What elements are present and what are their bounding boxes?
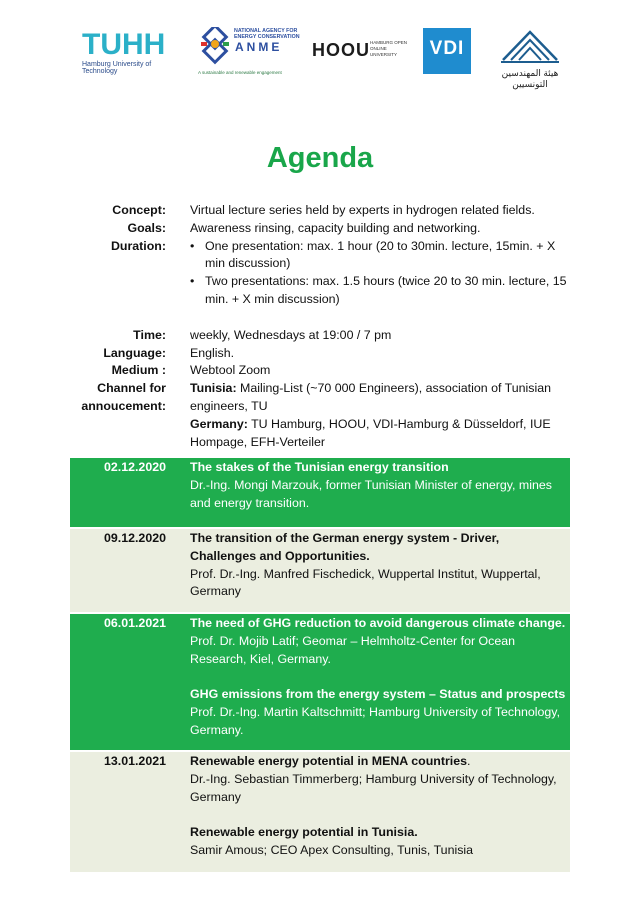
oit-logo-caption: هيئة المهندسين التونسيين [501, 68, 559, 89]
duration-item: • Two presentations: max. 1.5 hours (twice 20 to 30 min. lecture, 15 min. + X min discussion) [190, 273, 570, 309]
hoou-logo-word: HOOU [312, 40, 370, 60]
tunisia-label: Tunisia: [190, 381, 237, 396]
talk-title: The need of GHG reduction to avoid dangerous climate change. [190, 616, 566, 630]
session-row [70, 614, 570, 750]
talk-speaker: Samir Amous; CEO Apex Consulting, Tunis, Tunisia [190, 843, 474, 858]
time-value: weekly, Wednesdays at 19:00 / 7 pm [190, 327, 392, 342]
session-date: 02.12.2020 [103, 460, 166, 474]
time-row [70, 327, 570, 345]
channel-germany [190, 416, 570, 452]
duration-list [190, 238, 570, 309]
goals-value: Awareness rinsing, capacity building and networking. [190, 220, 481, 235]
hoou-logo [312, 38, 412, 68]
anme-logo-agency-name: NATIONAL AGENCY FOR ENERGY CONSERVATION [234, 28, 300, 40]
session-date: 06.01.2021 [103, 616, 166, 630]
session-body [166, 529, 570, 612]
language-label: Language: [103, 345, 166, 360]
session-body [166, 752, 570, 872]
anme-logo [198, 24, 298, 80]
talk [190, 824, 566, 860]
tunisia-value: Mailing-List (~70 000 Engineers), association of Tunisian engineers, TU [190, 381, 552, 413]
tuhh-logo [82, 30, 184, 75]
duration-item: • One presentation: max. 1 hour (20 to 30min. lecture, 15min. + X min discussion) [190, 238, 570, 274]
talk-speaker: Prof. Dr.-Ing. Manfred Fischedick, Wuppertal Institut, Wuppertal, Germany [190, 566, 541, 599]
page-title: Agenda [266, 142, 374, 174]
tuhh-logo-word: TUHH [82, 28, 166, 61]
channel-label: Channel for annoucement: [81, 381, 166, 413]
time-label: Time: [133, 327, 166, 342]
goals-row [70, 220, 570, 238]
talk [190, 753, 566, 806]
channel-value [166, 380, 570, 451]
hoou-logo-subtitle: HAMBURG OPEN ONLINE UNIVERSITY [370, 40, 408, 57]
medium-label: Medium : [111, 363, 166, 378]
talk [190, 686, 566, 739]
medium-row [70, 362, 570, 380]
duration-label: Duration: [110, 238, 166, 253]
vdi-logo-word: VDI [429, 38, 465, 59]
tuhh-logo-subtitle: Hamburg University of Technology [82, 61, 152, 75]
language-row [70, 345, 570, 363]
concept-value: Virtual lecture series held by experts in hydrogen related fields. [190, 203, 535, 217]
session-body [166, 458, 570, 527]
anme-logo-tagline: A sustainable and renewable engagement [198, 70, 282, 75]
duration-value [166, 238, 570, 309]
language-value: English. [190, 345, 235, 360]
talk-title: GHG emissions from the energy system – Status and prospects [190, 687, 566, 702]
concept-label: Concept: [112, 203, 166, 217]
talk-speaker: Prof. Dr. Mojib Latif; Geomar – Helmholtz-Center for Ocean Research, Kiel, Germany. [190, 633, 516, 666]
channel-row [70, 380, 570, 451]
talk-speaker: Prof. Dr.-Ing. Martin Kaltschmitt; Hamburg University of Technology, Germany. [190, 705, 561, 737]
talk-speaker: Dr.-Ing. Mongi Marzouk, former Tunisian Minister of energy, mines and energy transition. [190, 477, 552, 510]
talk-title: The transition of the German energy system - Driver, Challenges and Opportunities. [190, 531, 500, 563]
anme-logo-word: ANME [235, 40, 283, 54]
talk-title-suffix: . [467, 754, 471, 768]
logo-strip [0, 22, 640, 89]
vdi-logo [423, 28, 471, 74]
session-date: 09.12.2020 [103, 531, 166, 545]
channel-tunisia [190, 380, 570, 416]
goals-label: Goals: [127, 220, 166, 235]
duration-row [70, 238, 570, 309]
oit-emblem-icon [497, 26, 563, 66]
germany-value: TU Hamburg, HOOU, VDI-Hamburg & Düsseldorf, IUE Hompage, EFH-Verteiler [190, 416, 551, 449]
session-row [70, 529, 570, 612]
info-block [70, 202, 570, 451]
session-date: 13.01.2021 [103, 754, 166, 768]
talk [190, 530, 566, 601]
medium-value: Webtool Zoom [190, 363, 271, 378]
session-body [166, 614, 570, 750]
talk-title: Renewable energy potential in Tunisia. [190, 825, 418, 840]
talk-title: Renewable energy potential in MENA countries [190, 754, 468, 768]
talk-speaker: Dr.-Ing. Sebastian Timmerberg; Hamburg University of Technology, Germany [190, 771, 557, 804]
talk-title: The stakes of the Tunisian energy transition [190, 460, 449, 474]
talk [190, 615, 566, 668]
session-row [70, 458, 570, 527]
session-row [70, 752, 570, 872]
sessions-table [70, 458, 570, 872]
talk [190, 459, 566, 512]
germany-label: Germany: [190, 416, 248, 431]
oit-logo [497, 26, 563, 89]
concept-row [70, 202, 570, 220]
anme-emblem-icon [198, 27, 232, 65]
